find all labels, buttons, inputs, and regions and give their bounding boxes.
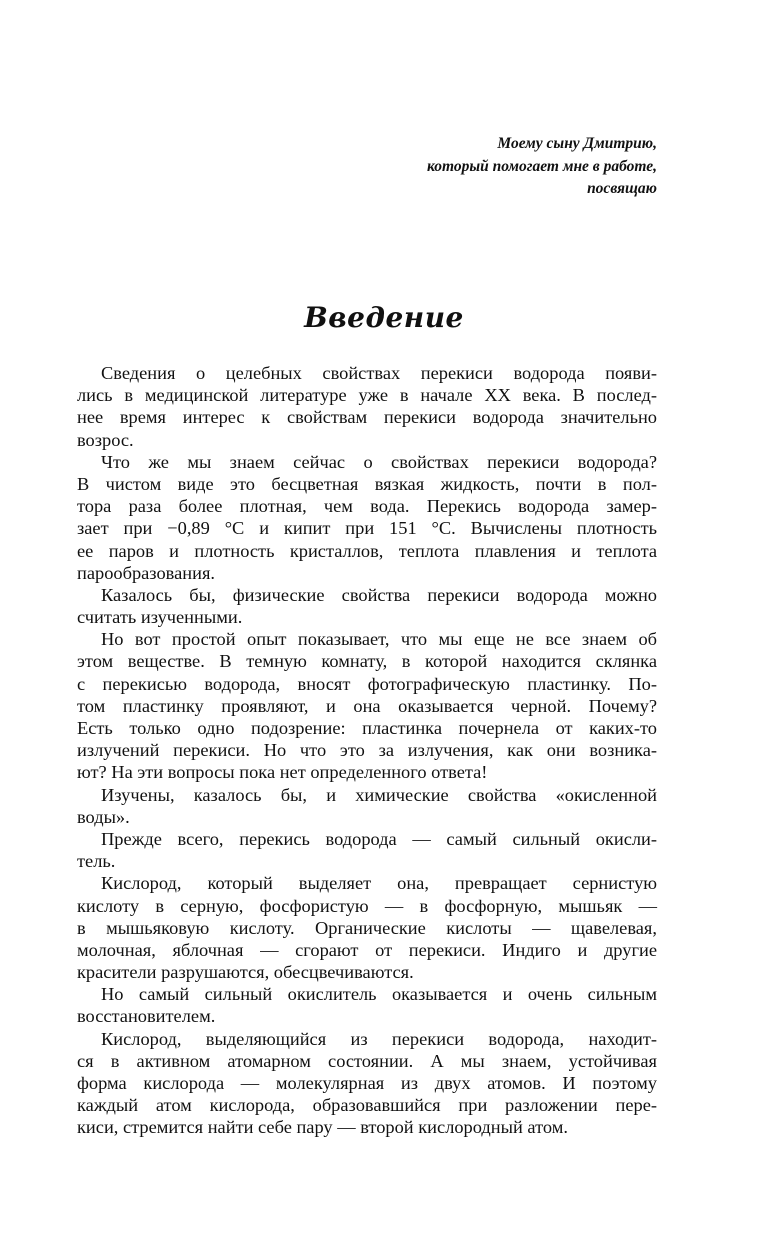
chapter-heading: Введение	[304, 301, 464, 334]
paragraph-line: том пластинку проявляют, и она оказывается черной. Почему?	[77, 695, 657, 716]
paragraph-line: Но самый сильный окислитель оказывается и очень сильным	[101, 984, 657, 1005]
paragraph-line: тель.	[77, 851, 116, 872]
paragraph-line: нее время интерес к свойствам перекиси водорода значительно	[77, 407, 657, 428]
paragraph-line: тора раза более плотная, чем вода. Перекись водорода замер-	[77, 496, 657, 517]
paragraph-line: считать изученными.	[77, 607, 243, 628]
paragraph-line: красители разрушаются, обесцвечиваются.	[77, 962, 414, 983]
paragraph-line: Изучены, казалось бы, и химические свойства «окисленной	[101, 784, 657, 805]
paragraph-line: парообразования.	[77, 562, 216, 583]
paragraph-line: возрос.	[77, 429, 134, 450]
dedication-line: Моему сыну Дмитрию,	[497, 135, 657, 152]
paragraph-line: Есть только одно подозрение: пластинка почернела от каких-то	[77, 718, 657, 738]
paragraph-line: этом веществе. В темную комнату, в которой находится склянка	[77, 651, 657, 672]
paragraph	[77, 784, 657, 828]
paragraph	[77, 451, 657, 584]
paragraph-line: излучений перекиси. Но что это за излучения, как они возника-	[77, 740, 657, 761]
paragraph-line: восстановителем.	[77, 1006, 216, 1027]
paragraph	[77, 872, 657, 983]
paragraph	[77, 983, 657, 1027]
paragraph	[77, 828, 657, 872]
paragraph-line: Прежде всего, перекись водорода — самый сильный окисли-	[101, 828, 657, 849]
dedication-line: который помогает мне в работе,	[426, 157, 657, 175]
paragraph	[77, 584, 657, 628]
paragraph-line: форма кислорода — молекулярная из двух атомов. И поэтому	[77, 1073, 657, 1093]
paragraph-line: Сведения о целебных свойствах перекиси водорода появи-	[101, 363, 657, 383]
paragraph-line: лись в медицинской литературе уже в начале XX века. В послед-	[77, 385, 657, 406]
paragraph-line: молочная, яблочная — сгорают от перекиси. Индиго и другие	[77, 939, 657, 960]
paragraph	[77, 628, 657, 783]
paragraph-line: киси, стремится найти себе пару — второй кислородный атом.	[77, 1117, 568, 1138]
paragraph-line: каждый атом кислорода, образовавшийся при разложении пере-	[77, 1095, 657, 1116]
dedication	[427, 133, 657, 201]
paragraph-line: Кислород, выделяющийся из перекиси водорода, находит-	[101, 1028, 657, 1049]
paragraph-line: в мышьяковую кислоту. Органические кислоты — щавелевая,	[77, 917, 657, 938]
body-text	[77, 362, 657, 1139]
paragraph-line: ся в активном атомарном состоянии. А мы знаем, устойчивая	[77, 1050, 657, 1071]
paragraph-line: кислоту в серную, фосфористую — в фосфорную, мышьяк —	[77, 895, 657, 916]
paragraph-line: ют? На эти вопросы пока нет определенного ответа!	[77, 762, 488, 783]
paragraph-line: Кислород, который выделяет она, превращает сернистую	[101, 873, 657, 894]
paragraph-line: В чистом виде это бесцветная вязкая жидкость, почти в пол-	[77, 473, 657, 494]
paragraph-line: зает при −0,89 °С и кипит при 151 °С. Вычислены плотность	[77, 518, 657, 539]
paragraph-line: ее паров и плотность кристаллов, теплота плавления и теплота	[77, 540, 657, 561]
paragraph-line: Казалось бы, физические свойства перекиси водорода можно	[101, 584, 657, 605]
paragraph-line: Но вот простой опыт показывает, что мы еще не все знаем об	[101, 629, 657, 650]
paragraph-line: воды».	[77, 806, 130, 827]
paragraph-line: с перекисью водорода, вносят фотографическую пластинку. По-	[77, 673, 657, 694]
paragraph	[77, 362, 657, 451]
dedication-line: посвящаю	[587, 180, 657, 197]
paragraph	[77, 1028, 657, 1139]
paragraph-line: Что же мы знаем сейчас о свойствах перекиси водорода?	[101, 451, 657, 472]
